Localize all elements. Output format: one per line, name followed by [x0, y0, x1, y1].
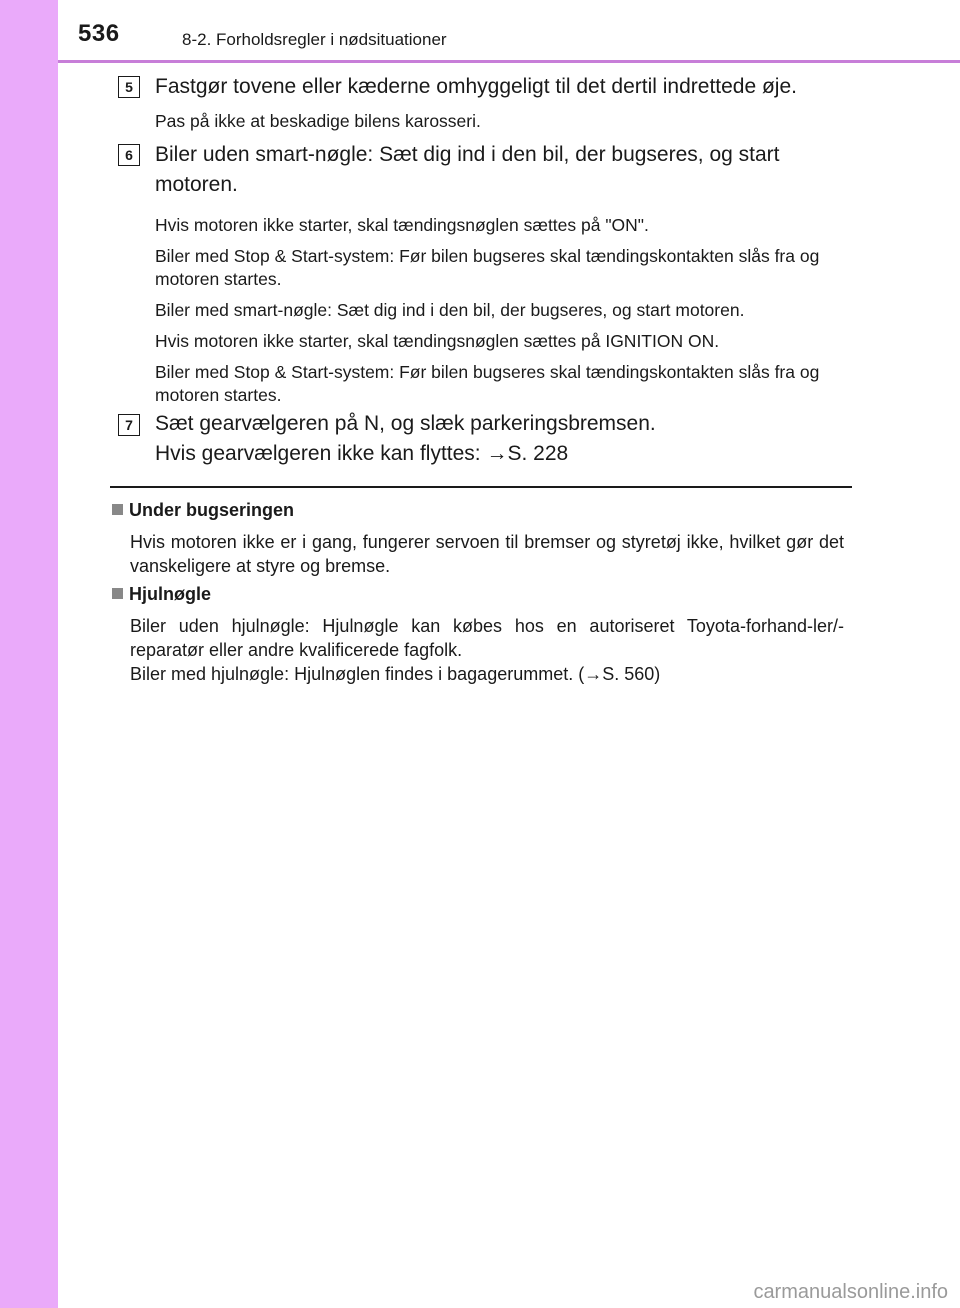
section-title: 8-2. Forholdsregler i nødsituationer	[182, 30, 447, 49]
watermark: carmanualsonline.info	[753, 1281, 948, 1303]
step-5-title: Fastgør tovene eller kæderne omhyggeligt til det dertil indrettede øje.	[155, 75, 797, 98]
step-7-title-line2: Hvis gearvælgeren ikke kan flyttes: →S. 228	[155, 442, 569, 465]
step-7	[155, 409, 855, 469]
step-7-title-line1: Sæt gearvælgeren på N, og slæk parkeringsbremsen.	[155, 412, 656, 435]
step-5-note: Pas på ikke at beskadige bilens karosseri.	[155, 111, 481, 131]
step-6-note-2: Biler med Stop & Start-system: Før bilen bugseres skal tændingskontakten slås fra og motoren startes.	[155, 246, 820, 289]
step-6	[155, 140, 855, 407]
page-number: 536	[78, 20, 120, 47]
section-divider	[110, 486, 852, 488]
subheading-text: Hjulnøgle	[129, 584, 211, 604]
subheading-hjulnogle	[112, 584, 211, 605]
step-6-note-5: Biler med Stop & Start-system: Før bilen bugseres skal tændingskontakten slås fra og motoren startes.	[155, 362, 820, 405]
square-bullet-icon	[112, 504, 123, 515]
step-6-title-line1: Biler uden smart-nøgle: Sæt dig ind i den bil, der bugseres, og start	[155, 143, 780, 166]
paragraph-under-bugseringen: Hvis motoren ikke er i gang, fungerer servoen til bremser og styretøj ikke, hvilket gør det vanskeligere at styre og bremse.	[130, 532, 844, 576]
step-number-6: 6	[118, 144, 140, 166]
step-6-note-4: Hvis motoren ikke starter, skal tændingsnøglen sættes på IGNITION ON.	[155, 331, 720, 351]
step-6-note-3: Biler med smart-nøgle: Sæt dig ind i den bil, der bugseres, og start motoren.	[155, 300, 745, 320]
paragraph-hjulnogle-line1: Biler uden hjulnøgle: Hjulnøgle kan købes hos en autoriseret Toyota-forhand-ler/-reparatør eller andre kvalificerede fagfolk.	[130, 616, 844, 660]
square-bullet-icon	[112, 588, 123, 599]
step-number-7: 7	[118, 414, 140, 436]
step-6-note-1: Hvis motoren ikke starter, skal tændingsnøglen sættes på "ON".	[155, 215, 649, 235]
paragraph-hjulnogle	[130, 614, 844, 686]
step-5	[155, 72, 855, 133]
step-number-5: 5	[118, 76, 140, 98]
paragraph-hjulnogle-line2: Biler med hjulnøgle: Hjulnøglen findes i bagagerummet. (→S. 560)	[130, 664, 661, 684]
side-tab-bar	[0, 0, 58, 1308]
step-6-title-line2: motoren.	[155, 173, 238, 196]
header-rule	[58, 60, 960, 63]
subheading-text: Under bugseringen	[129, 500, 295, 520]
subheading-under-bugseringen	[112, 500, 294, 521]
